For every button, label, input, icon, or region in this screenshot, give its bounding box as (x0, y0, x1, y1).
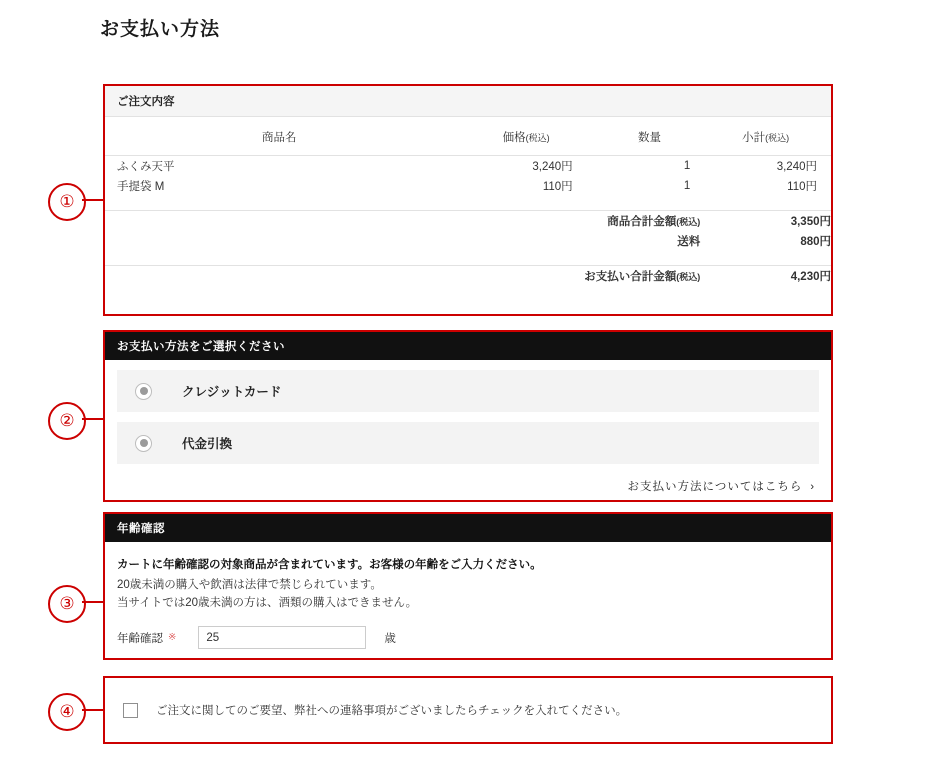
total-row (105, 231, 831, 251)
order-summary-table (105, 117, 831, 286)
page-title: お支払い方法 (100, 19, 221, 40)
payment-option-label: 代金引換 (182, 437, 233, 451)
item-qty: 1 (683, 160, 691, 172)
item-price: 3,240円 (532, 161, 573, 173)
order-summary-table-body (105, 156, 831, 211)
grand-total-label (105, 266, 700, 287)
total-label-text: 送料 (677, 236, 701, 248)
age-verification-section (103, 512, 833, 660)
total-label-text: 商品合計金額 (607, 216, 677, 228)
grand-total-label-tax: (税込) (676, 272, 701, 282)
total-label (105, 231, 700, 251)
payment-method-info-link[interactable] (105, 478, 815, 494)
callout-line-3 (82, 601, 103, 603)
remarks-checkbox-label: ご注文に関してのご要望、弊社への連絡事項がございましたらチェックを入れてください。 (156, 705, 628, 717)
callout-marker-3: ③ (48, 585, 86, 623)
payment-option-credit-card[interactable] (117, 370, 819, 412)
column-header-price (453, 117, 598, 156)
order-summary-section (103, 84, 833, 316)
age-verification-notice-bold: カートに年齢確認の対象商品が含まれています。お客様の年齢をご入力ください。 (117, 559, 542, 571)
radio-icon[interactable] (135, 435, 152, 452)
payment-option-cash-on-delivery[interactable] (117, 422, 819, 464)
age-verification-heading: 年齢確認 (105, 514, 831, 542)
total-label (105, 211, 700, 232)
order-summary-totals (105, 211, 831, 266)
grand-total-row (105, 266, 831, 287)
order-summary-table-header (105, 117, 831, 156)
table-row (105, 176, 831, 196)
checkbox-icon[interactable] (123, 703, 138, 718)
total-value: 880円 (800, 236, 831, 248)
item-subtotal: 110円 (787, 181, 817, 193)
callout-line-4 (82, 709, 103, 711)
callout-line-1 (82, 199, 103, 201)
item-qty: 1 (683, 180, 691, 192)
total-row (105, 211, 831, 232)
column-header-price-text: 価格 (502, 132, 526, 144)
callout-marker-1: ① (48, 183, 86, 221)
remarks-section (103, 676, 833, 744)
column-header-price-tax: (税込) (525, 133, 550, 143)
item-name: ふくみ天平 (117, 161, 175, 173)
item-price: 110円 (542, 181, 573, 193)
column-header-subtotal-text: 小計 (742, 132, 766, 144)
age-input[interactable] (198, 626, 366, 649)
payment-method-heading: お支払い方法をご選択ください (105, 332, 831, 360)
age-field-unit: 歳 (384, 632, 396, 645)
grand-total-label-text: お支払い合計金額 (584, 271, 677, 283)
item-name: 手提袋 M (117, 181, 165, 193)
total-label-tax: (税込) (676, 217, 701, 227)
age-verification-notice-line2: 当サイトでは20歳未満の方は、酒類の購入はできません。 (117, 597, 418, 609)
order-summary-grand-total (105, 266, 831, 287)
payment-method-section (103, 330, 833, 502)
grand-total-value: 4,230円 (790, 271, 831, 283)
payment-option-label: クレジットカード (182, 385, 282, 399)
column-header-subtotal-tax: (税込) (765, 133, 790, 143)
age-verification-form (117, 626, 831, 649)
column-header-qty: 数量 (599, 117, 701, 156)
radio-icon[interactable] (135, 383, 152, 400)
order-summary-heading: ご注文内容 (105, 86, 831, 117)
spacer-row (105, 251, 831, 266)
column-header-subtotal (700, 117, 831, 156)
age-verification-notice-line1: 20歳未満の購入や飲酒は法律で禁じられています。 (117, 579, 382, 591)
total-value: 3,350円 (790, 216, 831, 228)
callout-marker-2: ② (48, 402, 86, 440)
age-field-label: 年齢確認 (117, 632, 163, 645)
payment-method-info-link-label: お支払い方法についてはこちら (627, 481, 803, 493)
item-subtotal: 3,240円 (776, 161, 817, 173)
table-row (105, 156, 831, 177)
spacer-row (105, 196, 831, 211)
column-header-name: 商品名 (105, 117, 453, 156)
chevron-right-icon: › (810, 481, 815, 493)
table-header-row (105, 117, 831, 156)
required-mark-icon: ※ (168, 632, 177, 643)
callout-line-2 (82, 418, 103, 420)
callout-marker-4: ④ (48, 693, 86, 731)
remarks-checkbox-row[interactable] (105, 678, 831, 742)
